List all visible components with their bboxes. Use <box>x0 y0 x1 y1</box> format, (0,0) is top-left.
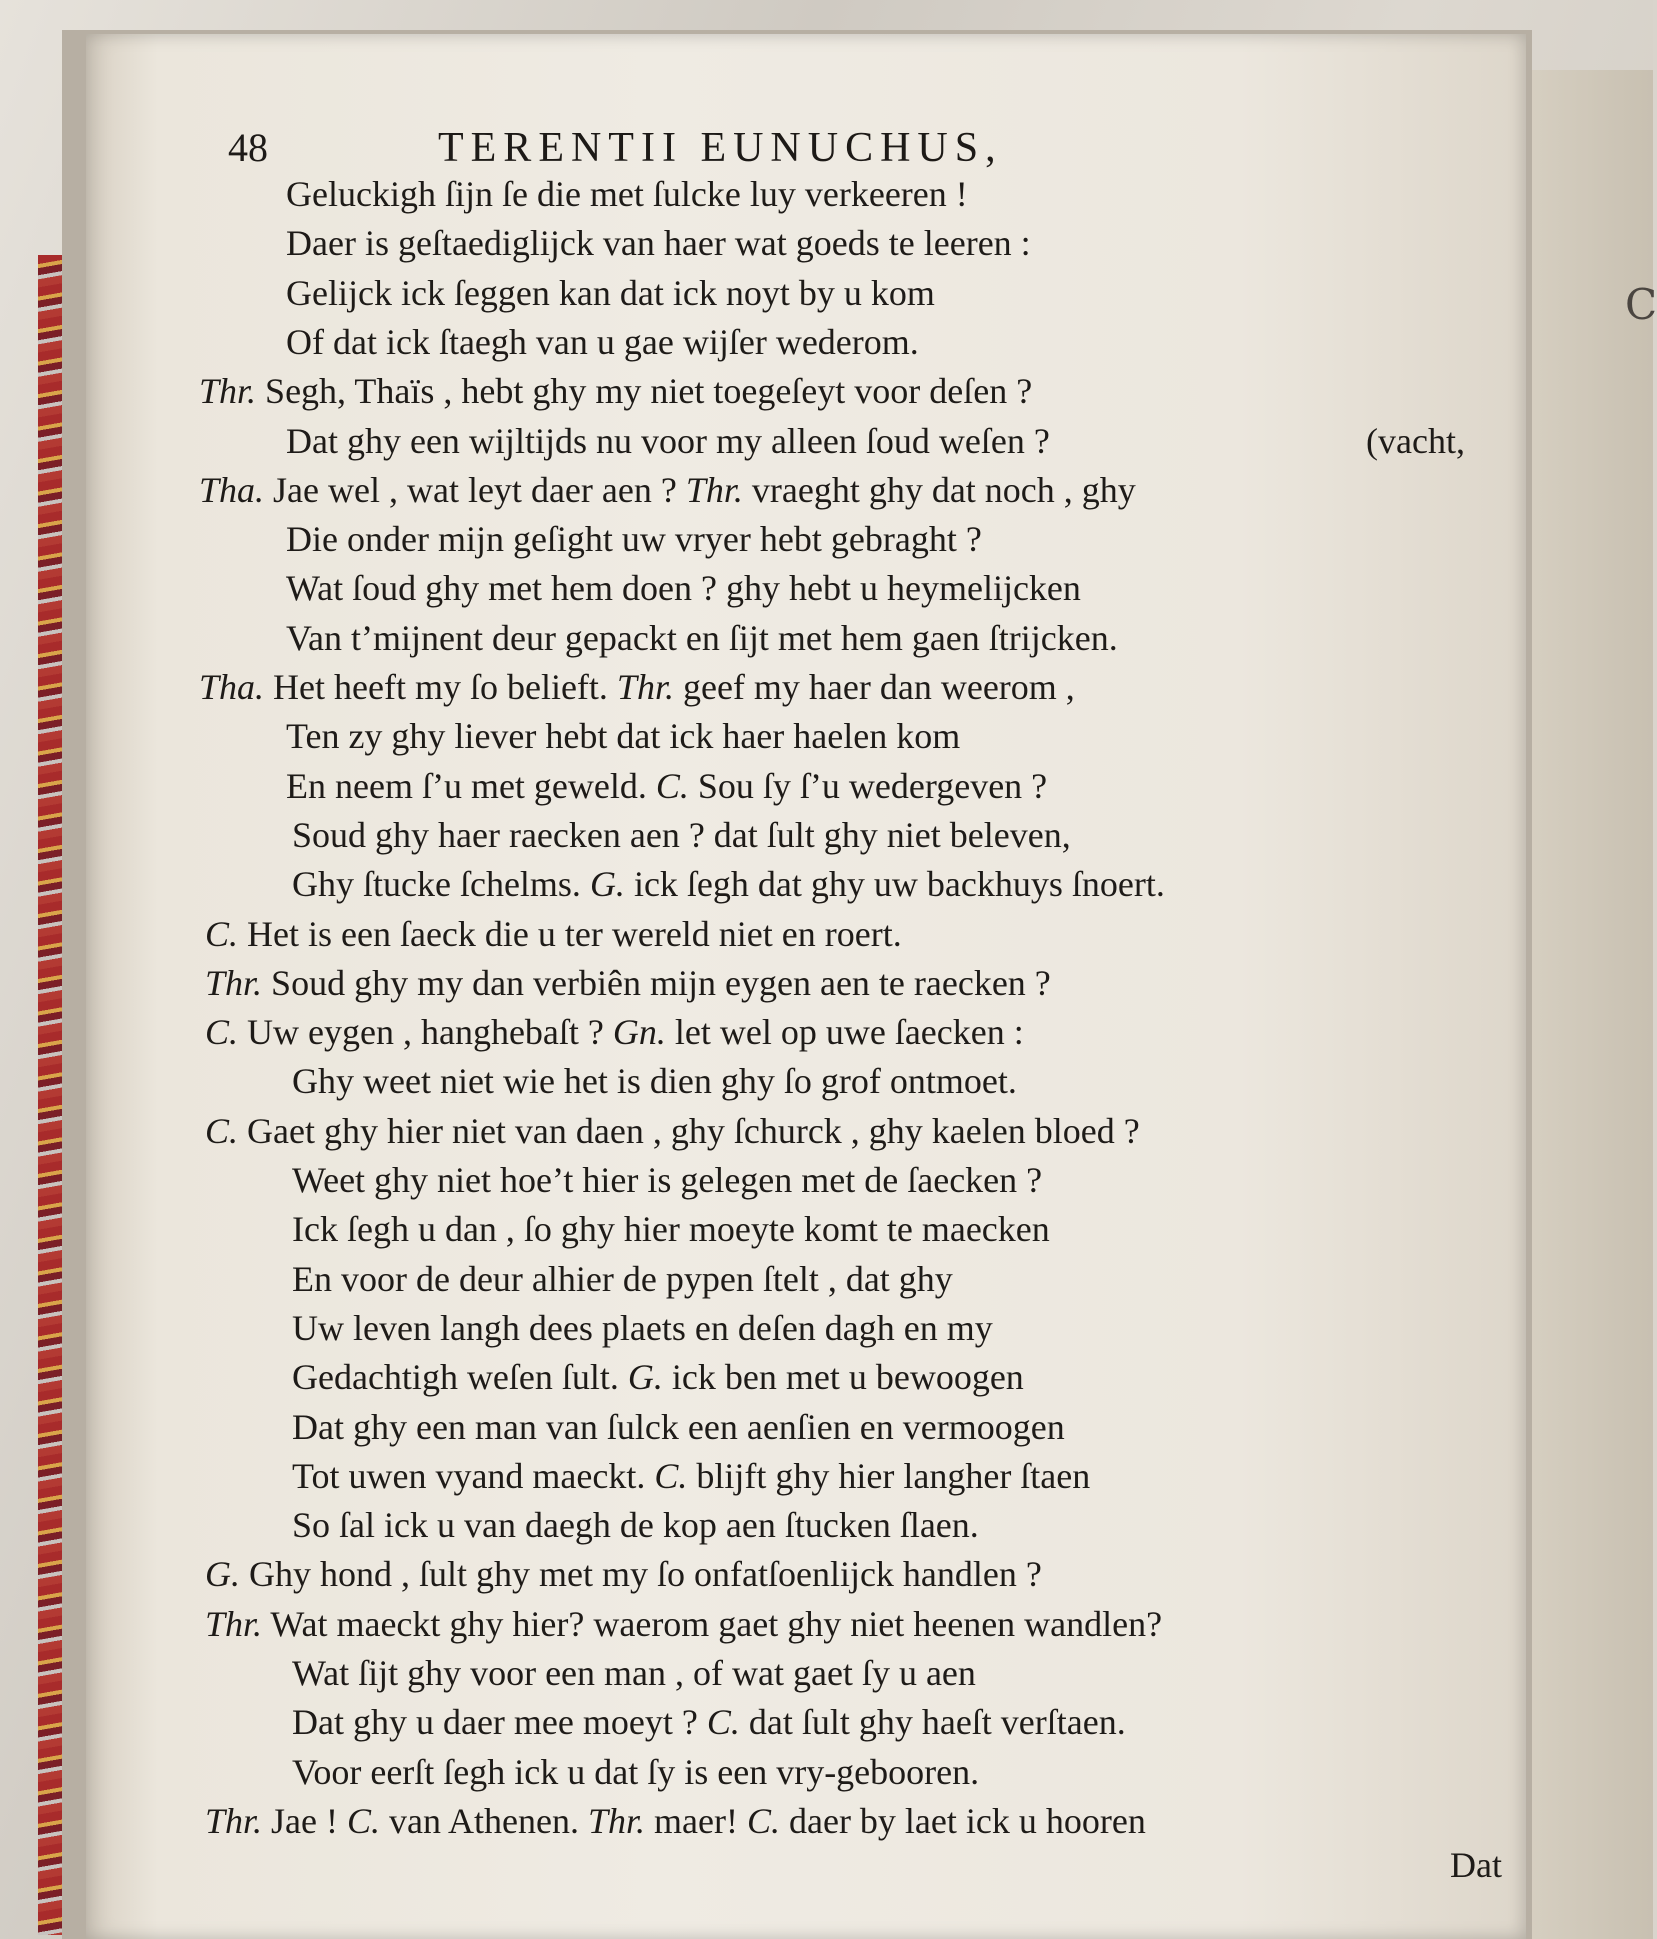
speaker-abbrev: C. <box>654 1455 688 1496</box>
verse-line <box>292 815 1071 855</box>
verse-line <box>199 470 1136 510</box>
verse-segment: Ghy weet niet wie het is dien ghy ſo grof ontmoet. <box>292 1061 1017 1102</box>
facing-page-edge <box>1520 70 1657 1939</box>
verse-line <box>292 1653 976 1693</box>
verse-line <box>292 1259 953 1299</box>
verse-segment: Gelijck ick ſeggen kan dat ick noyt by u kom <box>286 272 935 313</box>
verse-segment: Geluckigh ſijn ſe die met ſulcke luy verkeeren ! <box>286 174 968 214</box>
speaker-abbrev: G. <box>627 1357 663 1398</box>
speaker-abbrev: C. <box>706 1702 740 1743</box>
speaker-abbrev: Thr. <box>616 667 674 707</box>
verse-segment: dat ſult ghy haeſt verſtaen. <box>739 1702 1126 1743</box>
speaker-abbrev: Thr. <box>685 469 743 510</box>
speaker-abbrev: C. <box>746 1800 780 1841</box>
verse-segment: blijft ghy hier langher ſtaen <box>687 1455 1091 1496</box>
speaker-abbrev: Gn. <box>612 1012 666 1053</box>
verse-line <box>292 1357 1024 1397</box>
verse-segment: So ſal ick u van daegh de kop aen ſtucken ſlaen. <box>292 1505 979 1546</box>
verse-line <box>205 1554 1042 1594</box>
verse-segment: En voor de deur alhier de pypen ſtelt , dat ghy <box>292 1258 953 1299</box>
verse-segment: Dat ghy een wijltijds nu voor my alleen ſoud weſen ? <box>286 420 1050 461</box>
speaker-abbrev: G. <box>205 1554 240 1595</box>
verse-line <box>286 223 1031 263</box>
verse-segment: Soud ghy my dan verbiên mijn eygen aen te raecken ? <box>262 962 1051 1003</box>
verse-segment: Wat ſijt ghy voor een man , of wat gaet ſy u aen <box>292 1653 976 1693</box>
verse-segment: Voor eerſt ſegh ick u dat ſy is een vry-gebooren. <box>292 1751 980 1792</box>
verse-line <box>205 1604 1162 1644</box>
speaker-abbrev: G. <box>589 864 625 905</box>
verse-line <box>205 963 1051 1003</box>
verse-segment: daer by laet ick u hooren <box>779 1800 1146 1841</box>
page-number: 48 <box>228 125 268 170</box>
speaker-abbrev: Tha. <box>199 469 265 510</box>
speaker-abbrev: C. <box>205 1012 239 1053</box>
verse-line <box>286 766 1047 806</box>
speaker-abbrev: C. <box>205 1110 239 1151</box>
verse-segment: ick ben met u bewoogen <box>662 1357 1024 1398</box>
verse-line <box>292 1407 1065 1447</box>
verse-line <box>292 1505 979 1545</box>
facing-page-letter: C <box>1625 280 1657 329</box>
verse-line <box>286 568 1081 608</box>
verse-line <box>205 1012 1024 1052</box>
speaker-abbrev: Thr. <box>205 1603 263 1644</box>
verse-segment: Segh, Thaïs , hebt ghy my niet toegeſeyt voor deſen ? <box>256 371 1033 412</box>
verse-line <box>205 1801 1146 1841</box>
verse-segment: maer! <box>645 1800 747 1841</box>
verse-segment: Die onder mijn geſight uw vryer hebt gebraght ? <box>286 519 982 560</box>
verse-line <box>292 1702 1126 1742</box>
speaker-abbrev: C. <box>655 765 689 806</box>
verse-segment: Jae ! <box>262 1800 348 1841</box>
verse-segment: Wat maeckt ghy hier? waerom gaet ghy niet heenen wandlen? <box>262 1603 1163 1644</box>
speaker-abbrev: C. <box>347 1800 381 1841</box>
verse-segment: Weet ghy niet hoe’t hier is gelegen met de ſaecken ? <box>292 1160 1043 1200</box>
verse-segment: Sou ſy ſ’u wedergeven ? <box>688 765 1048 806</box>
verse-line <box>205 1111 1140 1151</box>
verse-segment: Tot uwen vyand maeckt. <box>292 1455 655 1496</box>
verse-segment: Ick ſegh u dan , ſo ghy hier moeyte komt te maecken <box>292 1209 1050 1250</box>
turnover-word: (vacht, <box>1366 420 1465 461</box>
verse-line <box>292 1752 979 1792</box>
speaker-abbrev: Thr. <box>205 962 263 1003</box>
verse-line <box>205 914 902 954</box>
verse-segment: Dat ghy een man van ſulck een aenſien en vermoogen <box>292 1406 1065 1447</box>
verse-segment: Daer is geſtaediglijck van haer wat goeds te leeren : <box>286 223 1031 264</box>
verse-segment: Gaet ghy hier niet van daen , ghy ſchurck , ghy kaelen bloed ? <box>238 1110 1140 1151</box>
running-title: TERENTII EUNUCHUS, <box>438 125 1003 171</box>
verse-line <box>292 1456 1090 1496</box>
verse-line <box>286 174 968 214</box>
verse-line <box>199 371 1032 411</box>
verse-segment: Uw leven langh dees plaets en deſen dagh en my <box>292 1307 993 1348</box>
verse-segment: Uw eygen , hanghebaſt ? <box>238 1012 613 1053</box>
verse-segment: Ten zy ghy liever hebt dat ick haer haelen kom <box>286 716 961 757</box>
verse-segment: vraeght ghy dat noch , ghy <box>742 469 1136 510</box>
speaker-abbrev: Thr. <box>205 1800 263 1841</box>
verse-segment: Soud ghy haer raecken aen ? dat ſult ghy niet beleven, <box>292 814 1071 855</box>
book-page <box>86 34 1526 1939</box>
verse-line <box>286 519 982 559</box>
verse-line <box>286 716 960 756</box>
verse-segment: Ghy hond , ſult ghy met my ſo onfatſoenlijck handlen ? <box>240 1554 1042 1595</box>
verse-segment: geef my haer dan weerom , <box>673 667 1075 707</box>
verse-line <box>292 864 1165 904</box>
verse-segment: Wat ſoud ghy met hem doen ? ghy hebt u heymelijcken <box>286 568 1081 609</box>
verse-segment: Van t’mijnent deur gepackt en ſijt met hem gaen ſtrijcken. <box>286 617 1118 658</box>
verse-segment: let wel op uwe ſaecken : <box>665 1012 1024 1053</box>
verse-line <box>286 618 1118 658</box>
verse-segment: Of dat ick ſtaegh van u gae wijſer wederom. <box>286 321 919 362</box>
speaker-abbrev: C. <box>205 913 239 954</box>
speaker-abbrev: Tha. <box>199 667 265 707</box>
verse-segment: Jae wel , wat leyt daer aen ? <box>264 469 686 510</box>
verse-segment: Het is een ſaeck die u ter wereld niet en roert. <box>238 913 902 954</box>
verse-line <box>199 667 1075 707</box>
verse-segment: Gedachtigh weſen ſult. <box>292 1357 628 1398</box>
verse-line <box>286 322 919 362</box>
verse-segment: van Athenen. <box>380 1800 588 1841</box>
verse-line <box>292 1160 1042 1200</box>
verse-segment: Ghy ſtucke ſchelms. <box>292 864 590 905</box>
verse-line <box>292 1308 993 1348</box>
verse-line <box>286 273 935 313</box>
verse-line <box>286 421 1050 461</box>
catchword: Dat <box>1450 1845 1502 1885</box>
verse-segment: En neem ſ’u met geweld. <box>286 765 656 806</box>
speaker-abbrev: Thr. <box>199 371 257 412</box>
verse-line <box>292 1209 1050 1249</box>
speaker-abbrev: Thr. <box>587 1800 646 1841</box>
verse-segment: Het heeft my ſo belieft. <box>264 667 617 707</box>
verse-line <box>292 1061 1017 1101</box>
verse-segment: ick ſegh dat ghy uw backhuys ſnoert. <box>624 864 1165 905</box>
verse-segment: Dat ghy u daer mee moeyt ? <box>292 1702 707 1743</box>
